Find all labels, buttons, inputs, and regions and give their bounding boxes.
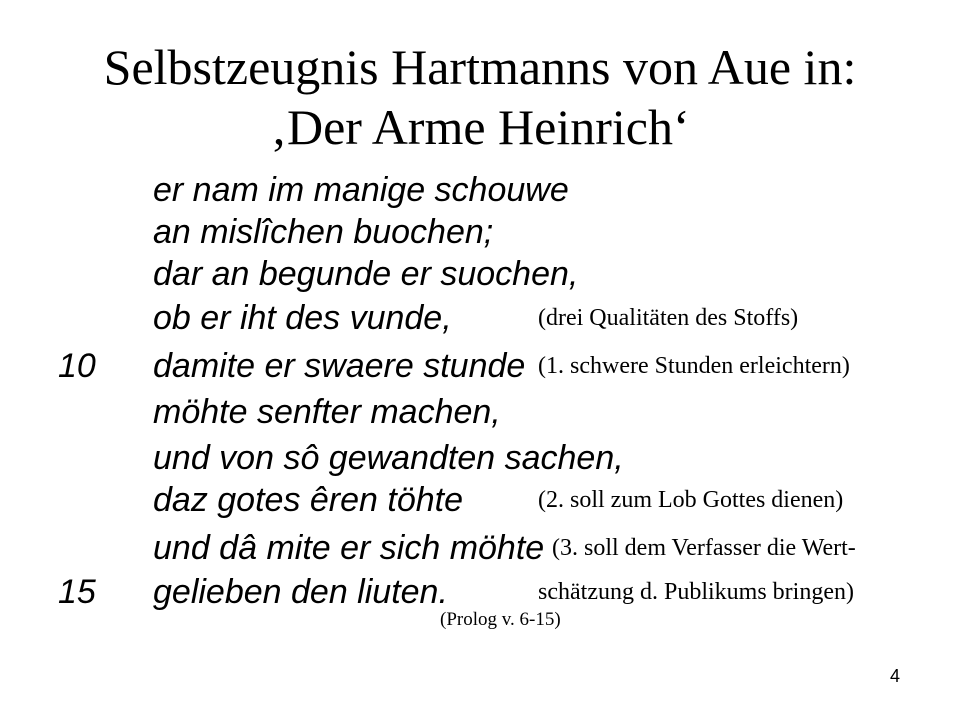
verse-text: gelieben den liuten. <box>153 573 448 611</box>
verse-text: er nam im manige schouwe <box>153 171 569 209</box>
verse-annotation: (2. soll zum Lob Gottes dienen) <box>538 487 844 513</box>
verse-annotation: schätzung d. Publikums bringen) <box>538 579 854 605</box>
verse-line <box>0 478 960 522</box>
verse-annotation: (3. soll dem Verfasser die Wert- <box>552 535 856 561</box>
page-number: 4 <box>890 666 901 686</box>
verse-text: ob er iht des vunde, <box>153 299 452 337</box>
verse-line <box>0 210 960 254</box>
verse-text: daz gotes êren töhte <box>153 481 464 519</box>
verse-line <box>0 296 960 340</box>
verse-text: an mislîchen buochen; <box>153 213 494 251</box>
verse-text: und dâ mite er sich möhte <box>153 529 545 567</box>
slide-title-line-2: ‚Der Arme Heinrich‘ <box>270 99 690 155</box>
slide-title-line-1: Selbstzeugnis Hartmanns von Aue in: <box>103 39 857 95</box>
line-number: 10 <box>58 347 96 385</box>
verse-line <box>0 344 960 388</box>
verse-line <box>0 436 960 480</box>
line-number: 15 <box>58 573 96 611</box>
verse-line <box>0 168 960 212</box>
verse-line <box>0 390 960 434</box>
verse-text: möhte senfter machen, <box>153 393 501 431</box>
verse-line <box>0 252 960 296</box>
verse-line <box>0 526 960 570</box>
verse-text: damite er swaere stunde <box>153 347 526 385</box>
source-citation: (Prolog v. 6-15) <box>440 609 561 630</box>
verse-annotation: (1. schwere Stunden erleichtern) <box>538 353 850 379</box>
verse-annotation: (drei Qualitäten des Stoffs) <box>538 305 799 331</box>
verse-text: dar an begunde er suochen, <box>153 255 579 293</box>
verse-text: und von sô gewandten sachen, <box>153 439 624 477</box>
